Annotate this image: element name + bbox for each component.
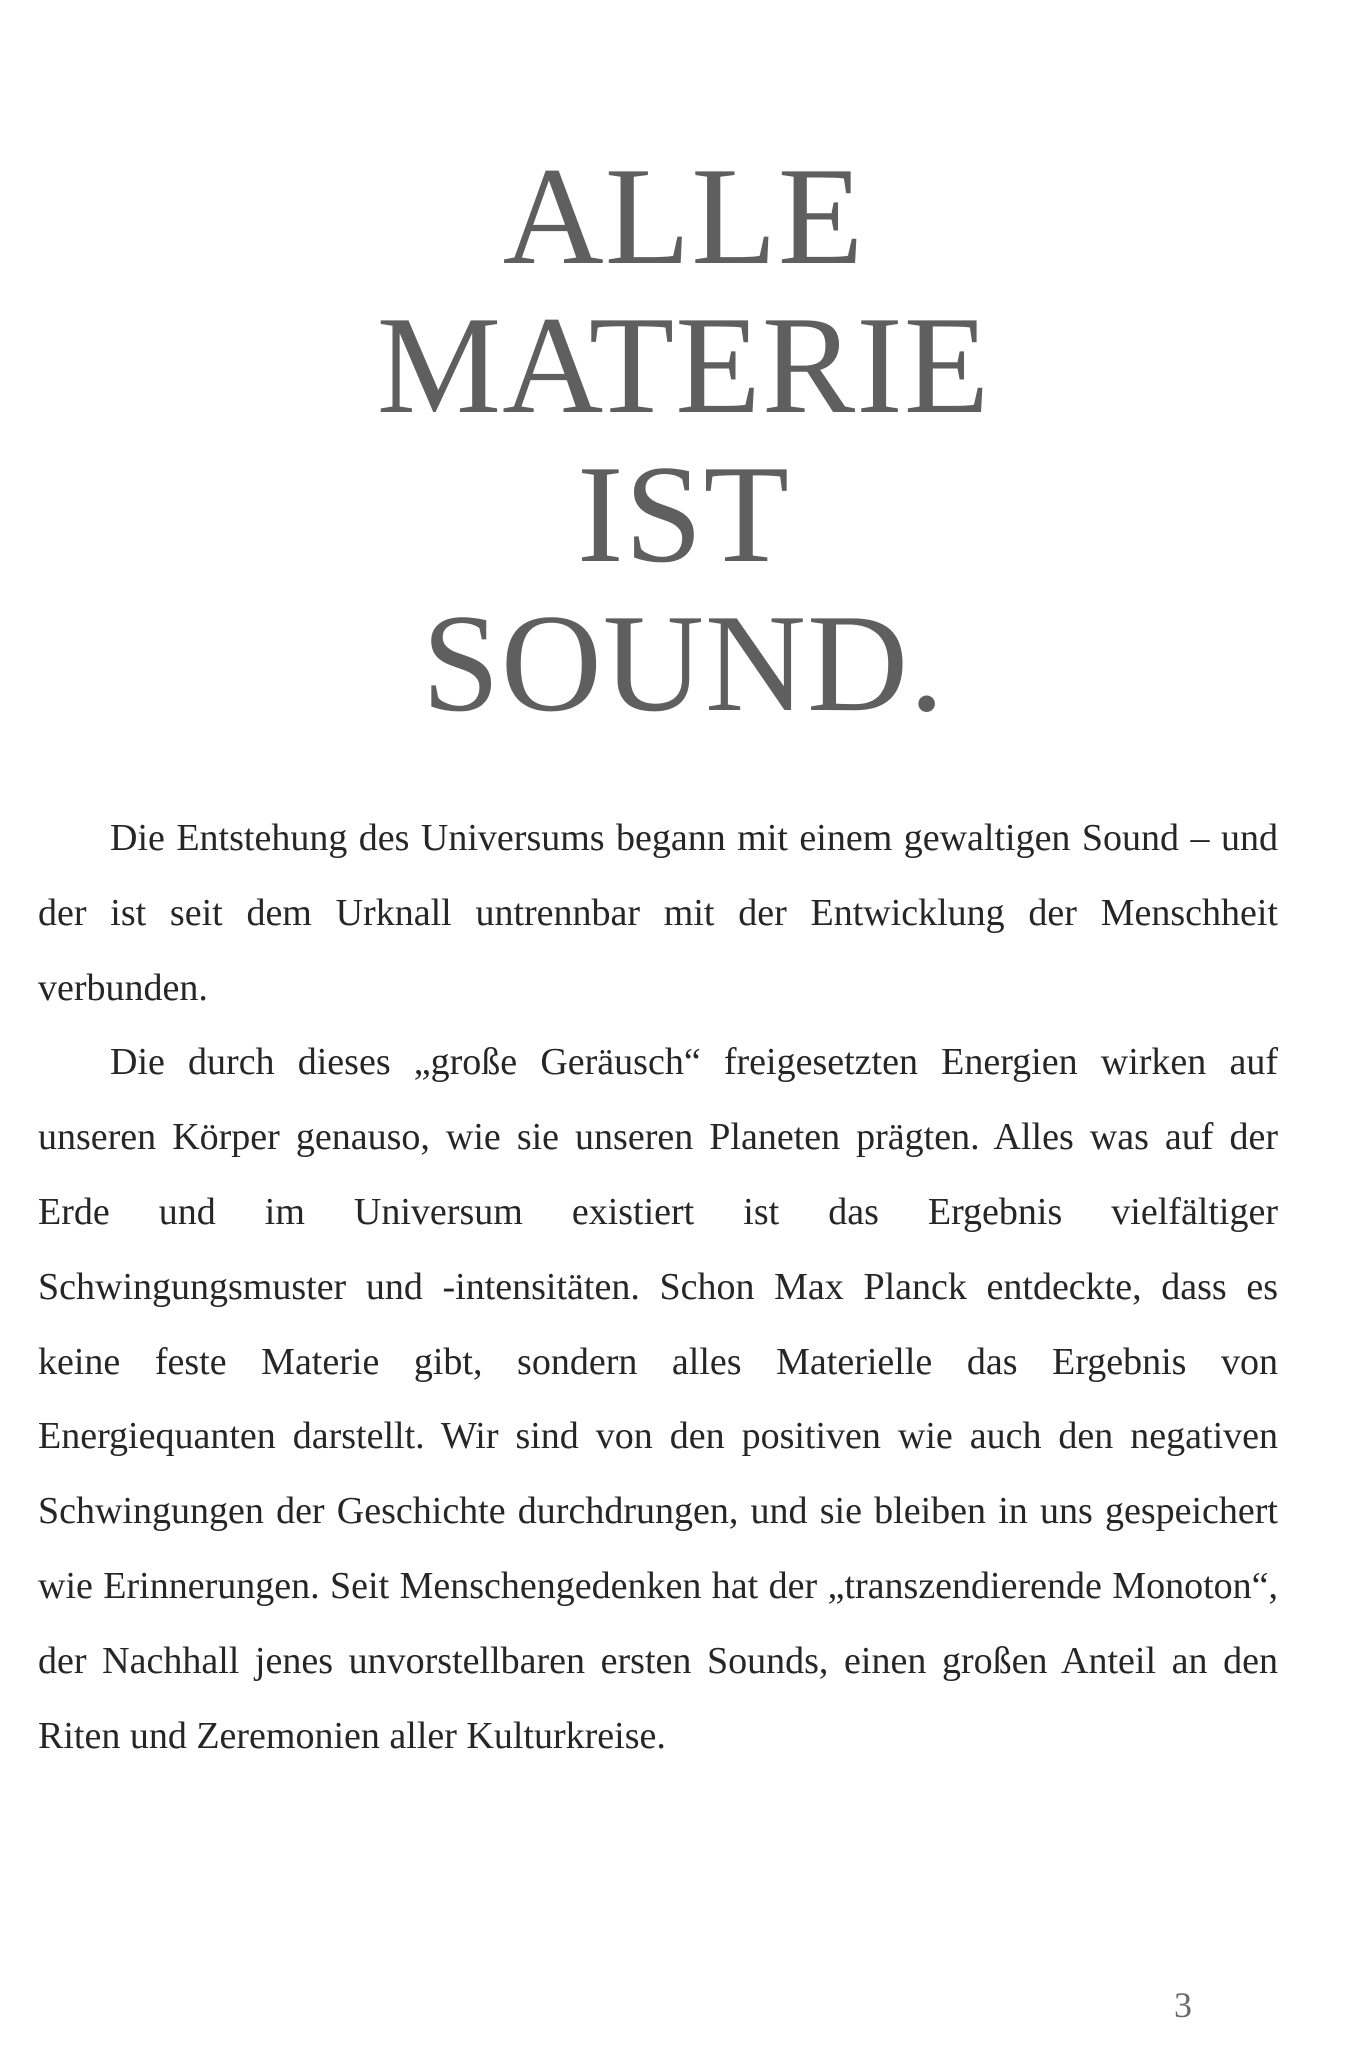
paragraph-2: Die durch dieses „große Geräusch“ freigesetzten Energien wirken auf unseren Körper genauso, wie sie unseren Planeten prägten. Alles was auf der Erde und im Universum existiert ist das Ergebnis vielfältiger Schwingungsmuster und -intensitäten. Schon Max Planck entdeckte, dass es keine feste Materie gibt, sondern alles Materielle das Ergebnis von Energiequanten darstellt. Wir sind von den positiven wie auch den negativen Schwingungen der Geschichte durchdrungen, und sie bleiben in uns gespeichert wie Erinnerungen. Seit Menschengedenken hat der „transzendierende Monoton“, der Nachhall jenes unvorstellbaren ersten Sounds, einen großen Anteil an den Riten und Zeremonien aller Kulturkreise. bbox=[38, 1041, 1278, 1757]
page-number: 3 bbox=[1174, 1985, 1192, 2025]
paragraph-1: Die Entstehung des Universums begann mit einem gewaltigen Sound – und der ist seit dem Urknall untrennbar mit der Entwicklung der Menschheit verbunden. bbox=[38, 817, 1278, 1009]
title-line-3: IST bbox=[577, 436, 790, 592]
title-line-1: ALLE bbox=[502, 138, 865, 294]
body-text bbox=[38, 801, 1278, 1773]
title-line-2: MATERIE bbox=[376, 287, 991, 443]
title-line-4: SOUND. bbox=[421, 585, 946, 741]
chapter-title bbox=[0, 138, 1367, 741]
